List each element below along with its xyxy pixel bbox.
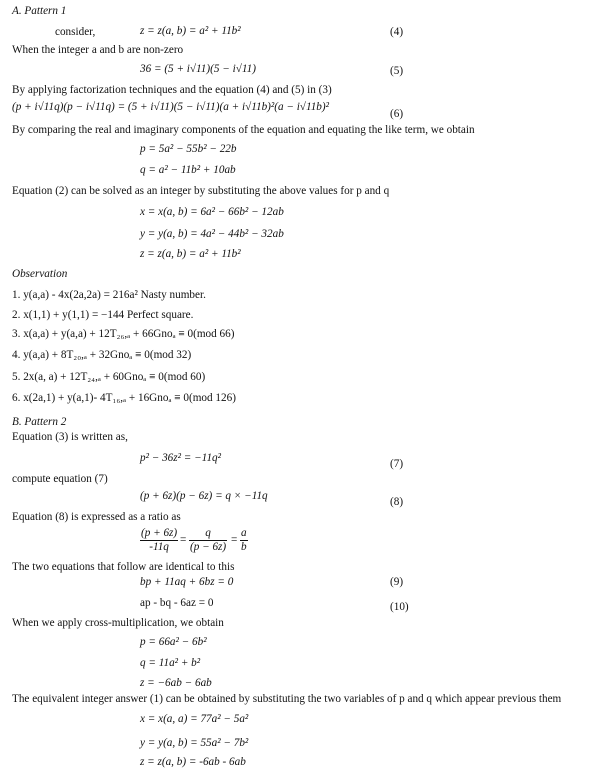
identical-text: The two equations that follow are identical to this xyxy=(12,561,235,573)
equation-5: 36 = (5 + i√11)(5 − i√11) xyxy=(140,63,256,75)
compare-text: By comparing the real and imaginary components of the equation and equating the like term, we obtain xyxy=(12,124,475,136)
consider-label: consider, xyxy=(55,26,96,38)
pattern1-heading: A. Pattern 1 xyxy=(12,5,67,17)
factorization-text: By applying factorization techniques and the equation (4) and (5) in (3) xyxy=(12,84,332,96)
observation-heading: Observation xyxy=(12,268,68,280)
ratio-fraction-2-numerator: q xyxy=(189,527,227,541)
observation-item-5: 5. 2x(a, a) + 12T₂₄,ₐ + 60Gnoₐ ≡ 0(mod 60) xyxy=(12,371,206,383)
x-equation-pattern2: x = x(a, a) = 77a² − 5a² xyxy=(140,713,249,725)
equation-8-number: (8) xyxy=(390,496,404,508)
x-equation: x = x(a, b) = 6a² − 66b² − 12ab xyxy=(140,206,284,218)
ratio-text: Equation (8) is expressed as a ratio as xyxy=(12,511,181,523)
cross-multiplication-text: When we apply cross-multiplication, we obtain xyxy=(12,617,224,629)
q-equation-pattern2: q = 11a² + b² xyxy=(140,657,201,669)
observation-item-6: 6. x(2a,1) + y(a,1)- 4T₁₆,ₐ + 16Gnoₐ ≡ 0(mod 126) xyxy=(12,392,236,404)
ratio-fraction-1-denominator: -11q xyxy=(149,540,169,553)
observation-item-1: 1. y(a,a) - 4x(2a,2a) = 216a² Nasty number. xyxy=(12,289,206,301)
equation-9: bp + 11aq + 6bz = 0 xyxy=(140,576,234,588)
compute-text: compute equation (7) xyxy=(12,473,108,485)
equation-4: z = z(a, b) = a² + 11b² xyxy=(140,25,241,37)
ratio-fraction-3 xyxy=(240,527,248,554)
equation-6: (p + i√11q)(p − i√11q) = (5 + i√11)(5 − i√11)(a + i√11b)²(a − i√11b)² xyxy=(12,101,329,113)
ratio-fraction-2-denominator: (p − 6z) xyxy=(190,540,227,553)
equation-6-number: (6) xyxy=(390,108,404,120)
observation-item-3: 3. x(a,a) + y(a,a) + 12T₂₆,ₐ + 66Gnoₐ ≡ 0(mod 66) xyxy=(12,328,235,340)
equation-10-number: (10) xyxy=(390,601,409,613)
z-equation-pattern2: z = −6ab − 6ab xyxy=(140,677,212,689)
equation-9-number: (9) xyxy=(390,576,404,588)
equals-sign-2: = xyxy=(231,534,238,546)
ratio-fraction-2 xyxy=(189,527,227,554)
nonzero-text: When the integer a and b are non-zero xyxy=(12,44,184,56)
written-text: Equation (3) is written as, xyxy=(12,431,128,443)
observation-item-4: 4. y(a,a) + 8T₂₀,ₐ + 32Gnoₐ ≡ 0(mod 32) xyxy=(12,349,192,361)
observation-item-2: 2. x(1,1) + y(1,1) = −144 Perfect square. xyxy=(12,309,194,321)
ratio-fraction-1-numerator: (p + 6z) xyxy=(141,527,178,539)
p-equation: p = 5a² − 55b² − 22b xyxy=(140,143,237,155)
p-equation-pattern2: p = 66a² − 6b² xyxy=(140,636,207,648)
ratio-fraction-1 xyxy=(140,527,178,554)
equivalent-answer-text: The equivalent integer answer (1) can be obtained by substituting the two variables of p and q which appear previous them xyxy=(12,693,562,705)
equation-7: p² − 36z² = −11q² xyxy=(140,452,221,464)
ratio-fraction-3-denominator: b xyxy=(241,540,247,553)
equation-10: ap - bq - 6az = 0 xyxy=(140,597,214,609)
equation-4-number: (4) xyxy=(390,26,404,38)
z-equation: z = z(a, b) = a² + 11b² xyxy=(140,248,241,260)
z-equation-final: z = z(a, b) = -6ab - 6ab xyxy=(140,756,246,768)
solve-text: Equation (2) can be solved as an integer by substituting the above values for p and q xyxy=(12,185,390,197)
y-equation: y = y(a, b) = 4a² − 44b² − 32ab xyxy=(140,228,284,240)
pattern2-heading: B. Pattern 2 xyxy=(12,416,67,428)
ratio-fraction-3-numerator: a xyxy=(241,527,247,539)
q-equation: q = a² − 11b² + 10ab xyxy=(140,164,236,176)
y-equation-pattern2: y = y(a, b) = 55a² − 7b² xyxy=(140,737,249,749)
equation-8: (p + 6z)(p − 6z) = q × −11q xyxy=(140,490,268,502)
equation-7-number: (7) xyxy=(390,458,404,470)
equals-sign-1: = xyxy=(180,534,187,546)
equation-5-number: (5) xyxy=(390,65,404,77)
